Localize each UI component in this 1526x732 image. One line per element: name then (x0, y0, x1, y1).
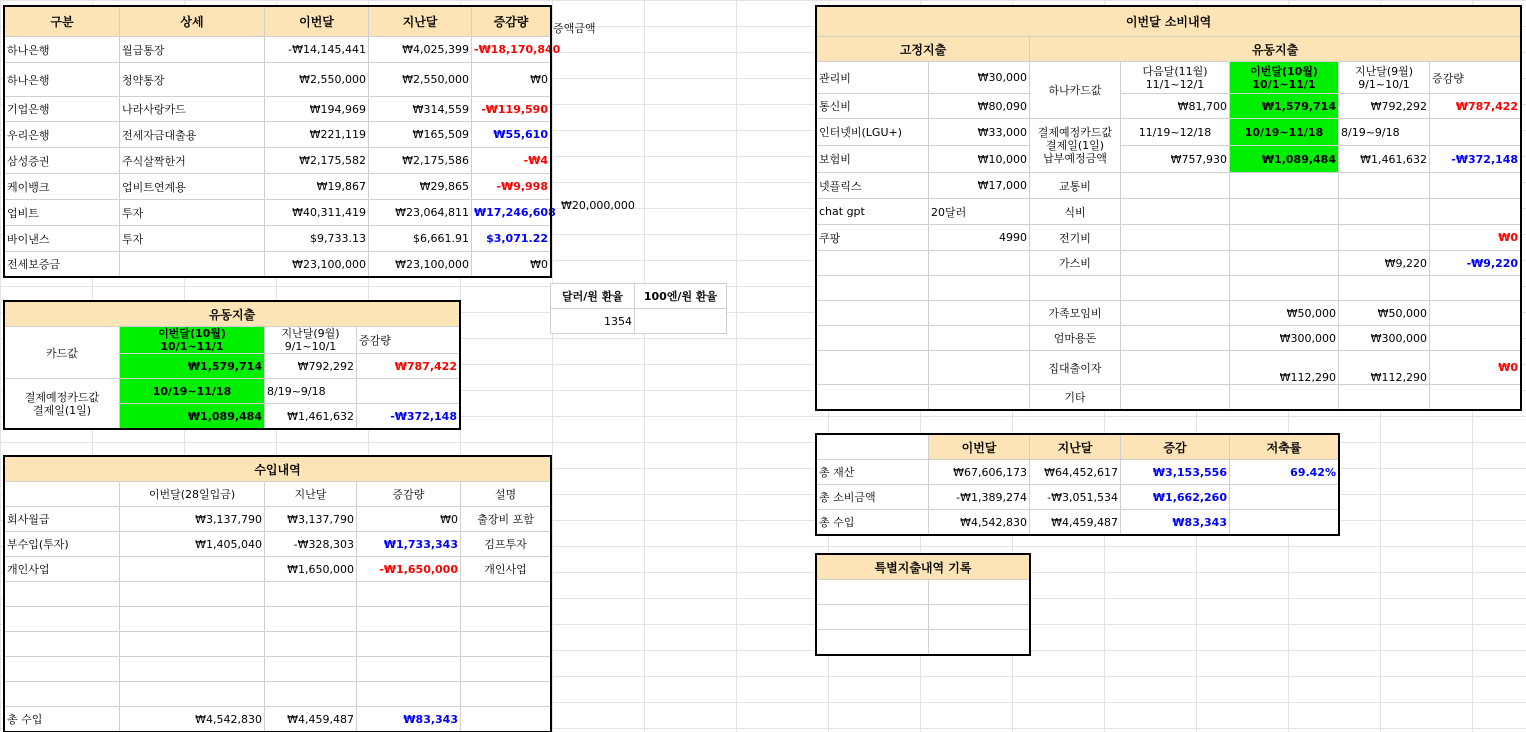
empty-cell[interactable] (817, 251, 929, 276)
table-row (817, 251, 1521, 276)
empty-cell[interactable] (1121, 351, 1230, 385)
asset-rows (5, 37, 561, 277)
bank-name[interactable]: 하나은행 (5, 63, 120, 97)
scheduled-card-label[interactable]: 결제예정카드값 결제일(1일) (5, 379, 120, 429)
variable-item-current[interactable]: ₩300,000 (1230, 326, 1339, 351)
empty-cell[interactable] (817, 385, 929, 410)
summary-current[interactable]: ₩67,606,173 (929, 460, 1030, 485)
sched-cur-period[interactable]: 10/19~11/18 (120, 379, 265, 404)
fixed-item-amount[interactable]: ₩33,000 (929, 119, 1030, 146)
bank-name[interactable]: 기업은행 (5, 97, 120, 122)
empty-cell[interactable] (357, 682, 461, 707)
empty-cell[interactable] (461, 607, 551, 632)
account-detail[interactable]: 주식살짝한거 (120, 148, 265, 174)
income-diff[interactable]: ₩1,733,343 (357, 532, 461, 557)
variable-item-previous[interactable]: ₩112,290 (1339, 351, 1430, 385)
income-col-current[interactable]: 이번달(28일입금) (120, 482, 265, 507)
empty-cell[interactable] (1121, 276, 1230, 301)
usd-rate-label[interactable]: 달러/원 환율 (551, 284, 635, 309)
income-current[interactable] (120, 557, 265, 582)
empty-cell[interactable] (357, 657, 461, 682)
balance-diff[interactable]: $3,071.22 (472, 226, 551, 252)
account-detail[interactable]: 투자 (120, 200, 265, 226)
income-desc[interactable]: 출장비 포함 (461, 507, 551, 532)
current-balance[interactable]: -₩14,145,441 (265, 37, 369, 63)
empty-cell[interactable] (265, 682, 357, 707)
variable-item-current[interactable] (1230, 173, 1339, 199)
current-balance[interactable]: ₩221,119 (265, 122, 369, 148)
income-desc[interactable]: 김프투자 (461, 532, 551, 557)
previous-balance[interactable]: ₩165,509 (369, 122, 472, 148)
bank-name[interactable]: 바이낸스 (5, 226, 120, 252)
empty-cell[interactable] (5, 607, 120, 632)
variable-item-current[interactable] (1230, 385, 1339, 410)
table-row (5, 532, 551, 557)
empty-cell[interactable] (357, 632, 461, 657)
previous-balance[interactable]: ₩23,064,811 (369, 200, 472, 226)
income-label[interactable]: 개인사업 (5, 557, 120, 582)
previous-balance[interactable]: $6,661.91 (369, 226, 472, 252)
table-row (5, 148, 551, 174)
current-balance[interactable]: ₩194,969 (265, 97, 369, 122)
empty-cell[interactable] (817, 301, 929, 326)
bank-name[interactable]: 전세보증금 (5, 252, 120, 277)
upbit-increase-amount[interactable]: ₩20,000,000 (561, 199, 635, 212)
table-row (817, 173, 1521, 199)
empty-cell[interactable] (1121, 301, 1230, 326)
summary-previous[interactable]: -₩3,051,534 (1030, 485, 1121, 510)
income-label[interactable]: 부수입(투자) (5, 532, 120, 557)
empty-cell[interactable] (357, 607, 461, 632)
table-row (5, 682, 551, 707)
bank-name[interactable]: 업비트 (5, 200, 120, 226)
empty-cell[interactable] (1430, 119, 1521, 146)
income-total-diff[interactable]: ₩83,343 (357, 707, 461, 732)
account-detail[interactable]: 월급통장 (120, 37, 265, 63)
income-previous[interactable]: -₩328,303 (265, 532, 357, 557)
variable-item-previous[interactable]: ₩50,000 (1339, 301, 1430, 326)
card-current[interactable]: ₩1,579,714 (120, 354, 265, 379)
fixed-item-name[interactable]: 관리비 (817, 62, 929, 94)
summary-current[interactable]: -₩1,389,274 (929, 485, 1030, 510)
summary-label[interactable]: 총 소비금액 (817, 485, 929, 510)
sched-diff-right[interactable]: -₩372,148 (1430, 146, 1521, 173)
empty-cell[interactable] (1030, 276, 1121, 301)
empty-cell[interactable] (817, 276, 929, 301)
income-title: 수입내역 (5, 457, 551, 482)
empty-cell[interactable] (5, 632, 120, 657)
empty-cell[interactable] (929, 385, 1030, 410)
table-row (5, 607, 551, 632)
income-col-desc[interactable]: 설명 (461, 482, 551, 507)
table-row (817, 276, 1521, 301)
usd-rate-value[interactable]: 1354 (551, 309, 635, 334)
col-header-category[interactable]: 구분 (5, 7, 120, 37)
income-table (4, 456, 551, 732)
summary-previous[interactable]: ₩64,452,617 (1030, 460, 1121, 485)
summary-col-saving-rate[interactable]: 저축률 (1230, 435, 1339, 460)
account-detail[interactable]: 업비트연계용 (120, 174, 265, 200)
empty-cell[interactable] (929, 326, 1030, 351)
exchange-table (550, 283, 727, 334)
empty-cell[interactable] (1430, 276, 1521, 301)
table-row (817, 225, 1521, 251)
variable-item-name[interactable]: 엄마용돈 (1030, 326, 1121, 351)
income-total-previous[interactable]: ₩4,459,487 (265, 707, 357, 732)
sched-previous[interactable]: ₩1,461,632 (265, 404, 357, 429)
income-current[interactable]: ₩3,137,790 (120, 507, 265, 532)
income-col-previous[interactable]: 지난달 (265, 482, 357, 507)
col-header-detail[interactable]: 상세 (120, 7, 265, 37)
empty-cell[interactable] (929, 301, 1030, 326)
previous-balance[interactable]: ₩2,175,586 (369, 148, 472, 174)
summary-label[interactable]: 총 재산 (817, 460, 929, 485)
current-balance[interactable]: ₩2,550,000 (265, 63, 369, 97)
income-diff[interactable]: ₩0 (357, 507, 461, 532)
balance-diff[interactable]: -₩4 (472, 148, 551, 174)
variable-item-next[interactable] (1121, 251, 1230, 276)
empty-cell[interactable] (929, 605, 1030, 630)
empty-cell[interactable] (5, 682, 120, 707)
table-row (817, 460, 1339, 485)
balance-diff[interactable]: -₩9,998 (472, 174, 551, 200)
empty-cell[interactable] (817, 630, 929, 655)
table-row (5, 226, 551, 252)
table-row (5, 582, 551, 607)
variable-item-diff[interactable]: ₩0 (1430, 225, 1521, 251)
current-balance[interactable]: ₩23,100,000 (265, 252, 369, 277)
fixed-title: 고정지출 (817, 37, 1030, 62)
empty-cell[interactable] (1121, 385, 1230, 410)
empty-cell[interactable] (120, 607, 265, 632)
empty-cell[interactable] (817, 435, 929, 460)
empty-cell[interactable] (461, 682, 551, 707)
empty-cell[interactable] (120, 582, 265, 607)
sched-current-right[interactable]: ₩1,089,484 (1230, 146, 1339, 173)
variable-item-diff[interactable]: ₩0 (1430, 351, 1521, 385)
table-row (5, 200, 551, 226)
empty-cell[interactable] (929, 351, 1030, 385)
card-diff[interactable]: ₩787,422 (357, 354, 460, 379)
spending-other-rows (817, 173, 1521, 301)
empty-cell[interactable] (120, 657, 265, 682)
variable-item-name[interactable]: 기타 (1030, 385, 1121, 410)
variable-item-next[interactable] (1121, 199, 1230, 225)
fixed-item-amount[interactable]: 20달러 (929, 199, 1030, 225)
col-header-diff[interactable]: 증감량 (472, 7, 551, 37)
empty-cell[interactable] (929, 580, 1030, 605)
summary-saving-rate[interactable] (1230, 510, 1339, 535)
current-balance[interactable]: ₩2,175,582 (265, 148, 369, 174)
special-title: 특별지출내역 기록 (817, 555, 1030, 580)
fixed-item-name[interactable]: 통신비 (817, 94, 929, 119)
empty-cell[interactable] (5, 582, 120, 607)
bank-name[interactable]: 케이뱅크 (5, 174, 120, 200)
variable-item-diff[interactable]: -₩9,220 (1430, 251, 1521, 276)
table-row (5, 122, 551, 148)
hana-card-label[interactable]: 하나카드값 (1030, 62, 1121, 119)
fixed-item-name[interactable]: 쿠팡 (817, 225, 929, 251)
income-previous[interactable]: ₩1,650,000 (265, 557, 357, 582)
summary-rows (817, 460, 1339, 535)
variable-item-previous[interactable] (1339, 385, 1430, 410)
previous-balance[interactable]: ₩23,100,000 (369, 252, 472, 277)
cur-month-header[interactable]: 이번달(10월) 10/1~11/1 (120, 327, 265, 354)
balance-diff[interactable]: -₩18,170,840 (472, 37, 551, 63)
col-header-previous[interactable]: 지난달 (369, 7, 472, 37)
summary-diff[interactable]: ₩83,343 (1121, 510, 1230, 535)
next-month-header[interactable]: 다음달(11월) 11/1~12/1 (1121, 62, 1230, 94)
account-detail[interactable] (120, 252, 265, 277)
variable-item-next[interactable] (1121, 173, 1230, 199)
summary-table (816, 434, 1339, 535)
empty-cell[interactable] (1121, 326, 1230, 351)
income-total-label[interactable]: 총 수입 (5, 707, 120, 732)
variable-title: 유동지출 (5, 302, 460, 327)
summary-label[interactable]: 총 수입 (817, 510, 929, 535)
spending-table (816, 6, 1521, 410)
summary-col-diff[interactable]: 증감 (1121, 435, 1230, 460)
variable-item-name[interactable]: 식비 (1030, 199, 1121, 225)
table-row (5, 657, 551, 682)
empty-cell[interactable] (461, 707, 551, 732)
scheduled-card-label-right[interactable]: 결제예정카드값 결제일(1일) 납부예정금액 (1030, 119, 1121, 173)
empty-cell[interactable] (929, 276, 1030, 301)
account-detail[interactable]: 투자 (120, 226, 265, 252)
jpy-rate-label[interactable]: 100엔/원 환율 (635, 284, 727, 309)
variable-item-previous[interactable] (1339, 199, 1430, 225)
previous-balance[interactable]: ₩314,559 (369, 97, 472, 122)
current-balance[interactable]: $9,733.13 (265, 226, 369, 252)
prev-month-header-right[interactable]: 지난달(9월) 9/1~10/1 (1339, 62, 1430, 94)
spending-family-rows (817, 301, 1521, 410)
variable-item-next[interactable] (1121, 225, 1230, 251)
variable-item-current[interactable] (1230, 225, 1339, 251)
balance-diff[interactable]: ₩0 (472, 252, 551, 277)
summary-previous[interactable]: ₩4,459,487 (1030, 510, 1121, 535)
balance-diff[interactable]: ₩0 (472, 63, 551, 97)
sched-current[interactable]: ₩1,089,484 (120, 404, 265, 429)
table-row (5, 507, 551, 532)
variable-item-current[interactable] (1230, 199, 1339, 225)
special-table (816, 554, 1030, 655)
bank-name[interactable]: 하나은행 (5, 37, 120, 63)
current-balance[interactable]: ₩40,311,419 (265, 200, 369, 226)
empty-cell[interactable] (929, 630, 1030, 655)
balance-diff[interactable]: ₩55,610 (472, 122, 551, 148)
variable-item-diff[interactable] (1430, 199, 1521, 225)
fixed-item-name[interactable]: 인터넷비(LGU+) (817, 119, 929, 146)
summary-diff[interactable]: ₩3,153,556 (1121, 460, 1230, 485)
asset-table (4, 6, 561, 277)
variable-item-current[interactable] (1230, 251, 1339, 276)
empty-cell[interactable] (461, 657, 551, 682)
empty-cell[interactable] (5, 657, 120, 682)
card-current-right[interactable]: ₩1,579,714 (1230, 94, 1339, 119)
table-row (5, 97, 551, 122)
fixed-item-amount[interactable]: ₩10,000 (929, 146, 1030, 173)
account-detail[interactable]: 청약통장 (120, 63, 265, 97)
empty-cell[interactable] (817, 580, 929, 605)
sched-next[interactable]: ₩757,930 (1121, 146, 1230, 173)
variable-item-diff[interactable] (1430, 326, 1521, 351)
prev-month-header[interactable]: 지난달(9월) 9/1~10/1 (265, 327, 357, 354)
empty-cell[interactable] (357, 379, 460, 404)
diff-header[interactable]: 증감량 (357, 327, 460, 354)
variable-item-name[interactable]: 전기비 (1030, 225, 1121, 251)
sched-prev-period[interactable]: 8/19~9/18 (265, 379, 357, 404)
empty-cell[interactable] (817, 326, 929, 351)
income-total-current[interactable]: ₩4,542,830 (120, 707, 265, 732)
empty-cell[interactable] (461, 632, 551, 657)
balance-diff[interactable]: ₩17,246,608 (472, 200, 551, 226)
income-previous[interactable]: ₩3,137,790 (265, 507, 357, 532)
sched-previous-right[interactable]: ₩1,461,632 (1339, 146, 1430, 173)
empty-cell[interactable] (817, 351, 929, 385)
income-col-diff[interactable]: 증감량 (357, 482, 461, 507)
card-previous-right[interactable]: ₩792,292 (1339, 94, 1430, 119)
fixed-item-name[interactable]: 넷플릭스 (817, 173, 929, 199)
table-row (5, 557, 551, 582)
empty-cell[interactable] (1230, 276, 1339, 301)
empty-cell[interactable] (265, 607, 357, 632)
table-row (5, 63, 551, 97)
empty-cell[interactable] (5, 482, 120, 507)
variable-item-previous[interactable]: ₩9,220 (1339, 251, 1430, 276)
empty-cell[interactable] (461, 582, 551, 607)
empty-cell[interactable] (120, 632, 265, 657)
summary-saving-rate[interactable] (1230, 485, 1339, 510)
variable-item-current[interactable]: ₩112,290 (1230, 351, 1339, 385)
variable-item-previous[interactable] (1339, 225, 1430, 251)
summary-current[interactable]: ₩4,542,830 (929, 510, 1030, 535)
table-row (817, 485, 1339, 510)
table-row (817, 301, 1521, 326)
sched-cur-period-right[interactable]: 10/19~11/18 (1230, 119, 1339, 146)
summary-saving-rate[interactable]: 69.42% (1230, 460, 1339, 485)
fixed-item-name[interactable]: 보험비 (817, 146, 929, 173)
cur-month-header-right[interactable]: 이번달(10월) 10/1~11/1 (1230, 62, 1339, 94)
variable-title-right: 유동지출 (1030, 37, 1521, 62)
income-label[interactable]: 회사월급 (5, 507, 120, 532)
income-rows (5, 507, 551, 707)
variable-item-diff[interactable] (1430, 301, 1521, 326)
variable-item-diff[interactable] (1430, 385, 1521, 410)
empty-cell[interactable] (265, 657, 357, 682)
spending-title: 이번달 소비내역 (817, 7, 1521, 37)
table-row (817, 385, 1521, 410)
table-row (5, 632, 551, 657)
empty-cell[interactable] (1339, 276, 1430, 301)
fixed-item-amount[interactable]: ₩17,000 (929, 173, 1030, 199)
fixed-item-name[interactable]: chat gpt (817, 199, 929, 225)
increase-amount-label[interactable]: 증액금액 (553, 22, 596, 35)
sched-diff[interactable]: -₩372,148 (357, 404, 460, 429)
table-row (5, 252, 551, 277)
previous-balance[interactable]: ₩29,865 (369, 174, 472, 200)
empty-cell[interactable] (120, 682, 265, 707)
table-row (817, 510, 1339, 535)
summary-diff[interactable]: ₩1,662,260 (1121, 485, 1230, 510)
card-diff-right[interactable]: ₩787,422 (1430, 94, 1521, 119)
variable-item-previous[interactable] (1339, 173, 1430, 199)
variable-item-previous[interactable]: ₩300,000 (1339, 326, 1430, 351)
fixed-item-amount[interactable]: 4990 (929, 225, 1030, 251)
current-balance[interactable]: ₩19,867 (265, 174, 369, 200)
table-row (5, 37, 551, 63)
income-desc[interactable]: 개인사업 (461, 557, 551, 582)
summary-col-previous[interactable]: 지난달 (1030, 435, 1121, 460)
table-row (5, 174, 551, 200)
table-row (817, 351, 1521, 385)
col-header-current[interactable]: 이번달 (265, 7, 369, 37)
summary-col-current[interactable]: 이번달 (929, 435, 1030, 460)
fixed-item-amount[interactable]: ₩80,090 (929, 94, 1030, 119)
card-previous[interactable]: ₩792,292 (265, 354, 357, 379)
empty-cell[interactable] (817, 605, 929, 630)
diff-header-right[interactable]: 증감량 (1430, 62, 1521, 94)
fixed-item-amount[interactable]: ₩30,000 (929, 62, 1030, 94)
variable-item-name[interactable]: 가스비 (1030, 251, 1121, 276)
bank-name[interactable]: 삼성증권 (5, 148, 120, 174)
previous-balance[interactable]: ₩4,025,399 (369, 37, 472, 63)
sched-next-period[interactable]: 11/19~12/18 (1121, 119, 1230, 146)
jpy-rate-value[interactable] (635, 309, 727, 334)
table-row (817, 326, 1521, 351)
account-detail[interactable]: 전세자금대출용 (120, 122, 265, 148)
previous-balance[interactable]: ₩2,550,000 (369, 63, 472, 97)
card-next[interactable]: ₩81,700 (1121, 94, 1230, 119)
balance-diff[interactable]: -₩119,590 (472, 97, 551, 122)
empty-cell[interactable] (265, 582, 357, 607)
empty-cell[interactable] (929, 251, 1030, 276)
income-diff[interactable]: -₩1,650,000 (357, 557, 461, 582)
variable-item-name[interactable]: 집대출이자 (1030, 351, 1121, 385)
sched-prev-period-right[interactable]: 8/19~9/18 (1339, 119, 1430, 146)
variable-spending-left (4, 301, 460, 429)
account-detail[interactable]: 나라사랑카드 (120, 97, 265, 122)
empty-cell[interactable] (265, 632, 357, 657)
income-current[interactable]: ₩1,405,040 (120, 532, 265, 557)
table-row (817, 199, 1521, 225)
variable-item-name[interactable]: 교통비 (1030, 173, 1121, 199)
variable-item-name[interactable]: 가족모임비 (1030, 301, 1121, 326)
card-label[interactable]: 카드값 (5, 327, 120, 379)
bank-name[interactable]: 우리은행 (5, 122, 120, 148)
variable-item-current[interactable]: ₩50,000 (1230, 301, 1339, 326)
empty-cell[interactable] (357, 582, 461, 607)
variable-item-diff[interactable] (1430, 173, 1521, 199)
